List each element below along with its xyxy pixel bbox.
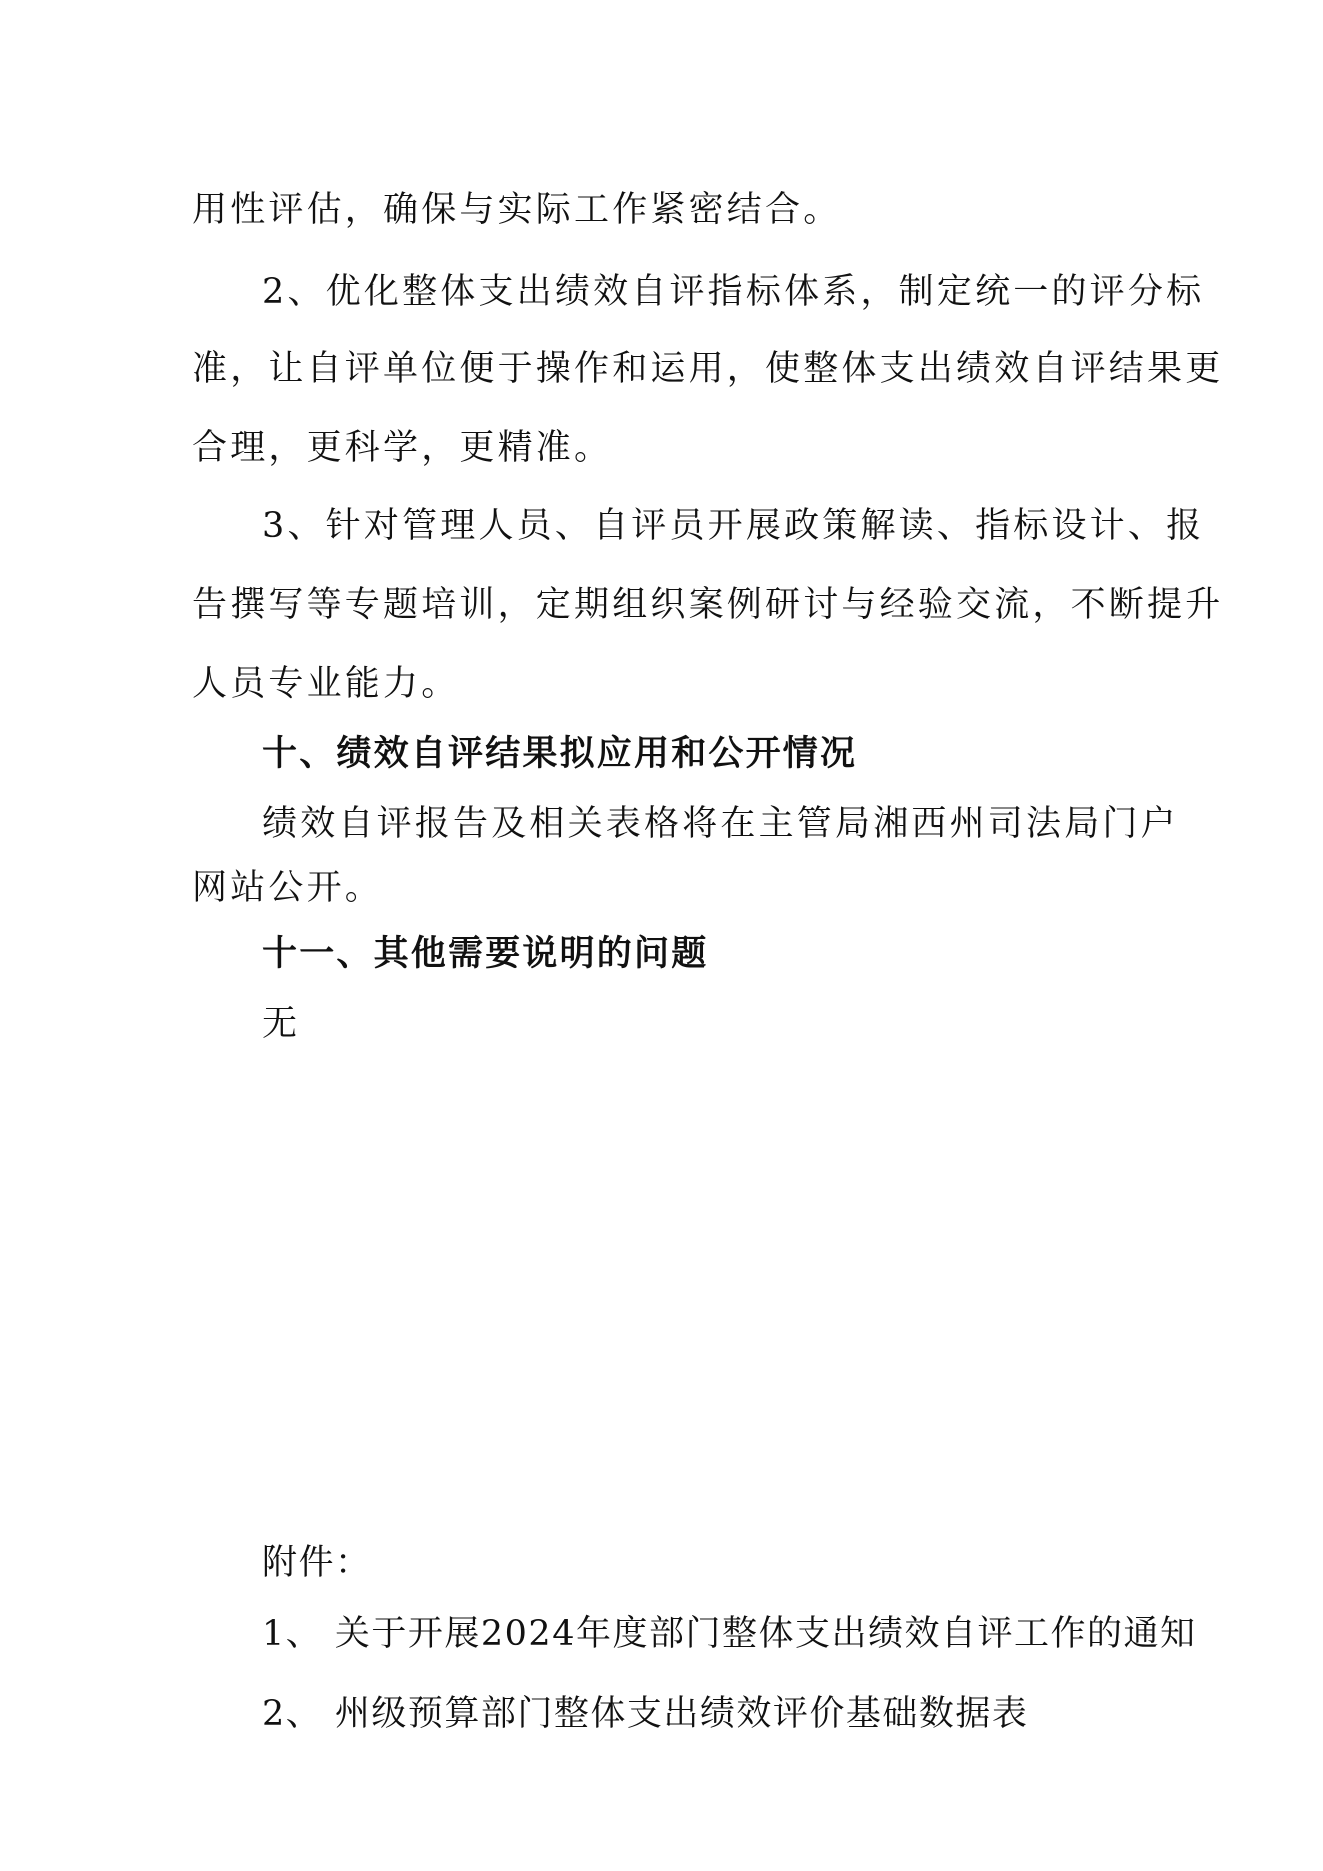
- section-11-heading: 十一、其他需要说明的问题: [262, 934, 709, 974]
- item-2-line: 合理，更科学，更精准。: [192, 428, 613, 468]
- item-3-line: 人员专业能力。: [192, 664, 460, 704]
- section-10-text-line: 网站公开。: [192, 868, 384, 908]
- section-10-heading: 十、绩效自评结果拟应用和公开情况: [262, 734, 858, 774]
- item-3-line: 3、针对管理人员、自评员开展政策解读、指标设计、报: [262, 506, 1205, 546]
- item-2-line: 2、优化整体支出绩效自评指标体系，制定统一的评分标: [262, 272, 1205, 312]
- attachment-item: 1、 关于开展2024年度部门整体支出绩效自评工作的通知: [262, 1614, 1197, 1654]
- item-2-line: 准，让自评单位便于操作和运用，使整体支出绩效自评结果更: [192, 349, 1224, 389]
- item-3-line: 告撰写等专题培训，定期组织案例研讨与经验交流，不断提升: [192, 585, 1224, 625]
- section-11-text: 无: [262, 1004, 301, 1044]
- attachments-label: 附件：: [262, 1543, 372, 1583]
- section-10-text-line: 绩效自评报告及相关表格将在主管局湘西州司法局门户: [262, 804, 1179, 844]
- attachment-item: 2、 州级预算部门整体支出绩效评价基础数据表: [262, 1694, 1029, 1734]
- paragraph-line: 用性评估，确保与实际工作紧密结合。: [192, 190, 842, 230]
